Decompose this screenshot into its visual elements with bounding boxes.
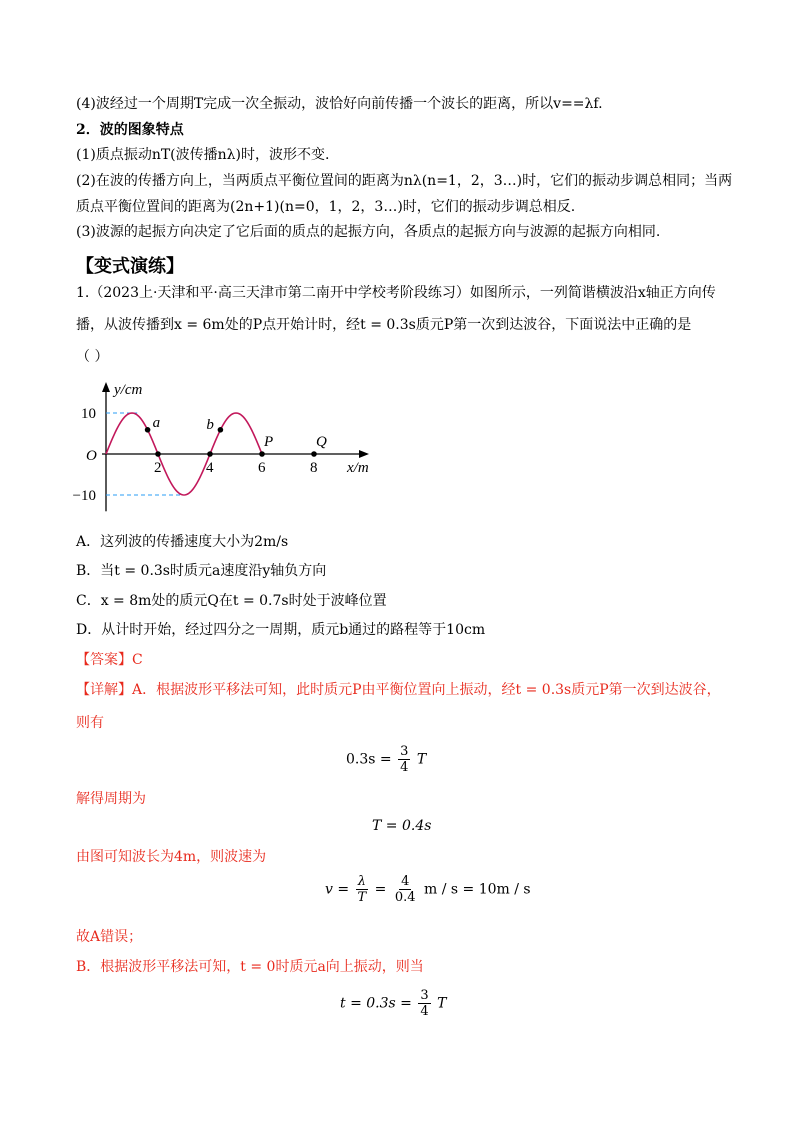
question-line-3: （ ） (76, 349, 109, 365)
detail-line-2: 则有 (76, 715, 104, 731)
intro-p4: (4)波经过一个周期T完成一次全振动，波恰好向前传播一个波长的距离，所以v==λf. (76, 96, 603, 112)
x-tick-label: 8 (310, 460, 318, 476)
intro-p2a: (2)在波的传播方向上，当两质点平衡位置间的距离为nλ(n=1，2，3…)时，它们的振动步调总相同；当两 (76, 173, 733, 189)
equation-4: t = 0.3s = $\frac{3}{4}$ T (340, 988, 447, 1019)
y-axis-arrow (102, 382, 110, 392)
detail-line-3: 解得周期为 (76, 791, 146, 807)
intro-p3: (3)波源的起振方向决定了它后面的质点的起振方向，各质点的起振方向与波源的起振方向相同. (76, 224, 661, 240)
point-label-P: P (264, 434, 274, 450)
point-label-a: a (152, 414, 161, 431)
option-a: A．这列波的传播速度大小为2m/s (76, 534, 289, 550)
intro-heading-2: 2．波的图象特点 (76, 122, 184, 138)
equation-2: T = 0.4s (372, 818, 432, 834)
point-label-Q: Q (316, 434, 327, 450)
y-tick-label: −10 (72, 488, 96, 504)
x-axis-arrow (359, 450, 369, 458)
option-c: C．x = 8m处的质元Q在t = 0.7s时处于波峰位置 (76, 593, 387, 609)
y-axis-label: y/cm (114, 382, 143, 398)
y-tick-label: 10 (81, 406, 96, 422)
intro-p2b: 质点平衡位置间的距离为(2n+1)(n=0，1，2，3…)时，它们的振动步调总相反. (76, 199, 576, 215)
point-Q (311, 451, 317, 457)
point-P (259, 451, 265, 457)
option-d: D．从计时开始，经过四分之一周期，质元b通过的路程等于10cm (76, 622, 486, 638)
x-axis-label: x/m (347, 460, 369, 476)
detail-line-5: 故A错误； (76, 929, 143, 945)
detail-line-4: 由图可知波长为4m，则波速为 (76, 849, 267, 865)
point-label-b: b (206, 416, 214, 433)
option-b: B．当t = 0.3s时质元a速度沿y轴负方向 (76, 563, 327, 579)
x-tick-label: 4 (206, 460, 214, 476)
x-tick-label: 2 (154, 460, 162, 476)
question-line-1: 1.（2023上·天津和平·高三天津市第二南开中学校考阶段练习）如图所示，一列简谐横波沿x轴正方向传 (76, 285, 716, 301)
detail-line-6: B．根据波形平移法可知，t = 0时质元a向上振动，则当 (76, 959, 424, 975)
point-a (145, 427, 151, 433)
equation-3: v = $\frac{\lambda}{T}$ = $\frac{4}{0.4}$ m / s = 10m / s (325, 874, 531, 905)
x-tick-label: 6 (258, 460, 266, 476)
axis-node-point (207, 451, 213, 457)
origin-label: O (86, 448, 97, 464)
wave-chart (70, 378, 370, 518)
intro-p1: (1)质点振动nT(波传播nλ)时，波形不变. (76, 147, 330, 163)
question-line-2: 播，从波传播到x = 6m处的P点开始计时，经t = 0.3s质元P第一次到达波谷，下面说法中正确的是 (76, 317, 692, 333)
detail-line-1: 【详解】A．根据波形平移法可知，此时质元P由平衡位置向上振动，经t = 0.3s质元P第一次到达波谷， (76, 682, 721, 698)
section-title: 【变式演练】 (76, 256, 184, 277)
answer: 【答案】C (76, 652, 143, 668)
point-b (218, 427, 224, 433)
axis-node-point (155, 451, 161, 457)
equation-1: 0.3s = $\frac{3}{4}$ T (346, 744, 427, 775)
